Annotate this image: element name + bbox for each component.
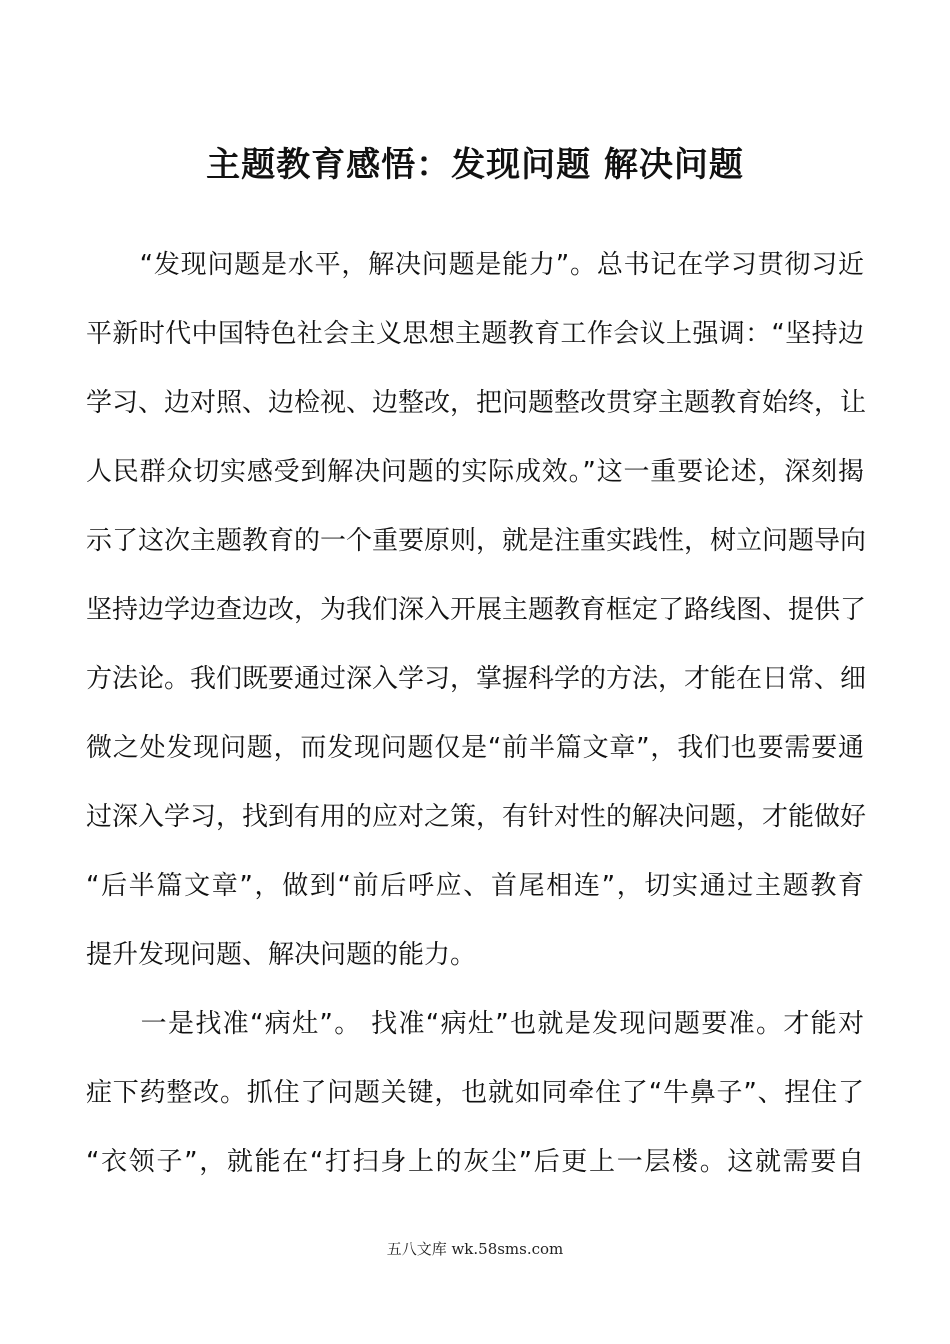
page-footer: 五八文库 wk.58sms.com	[386, 1240, 564, 1258]
text-line: 提升发现问题、解决问题的能力。	[86, 940, 477, 970]
text-line: 示了这次主题教育的一个重要原则，就是注重实践性，树立问题导向	[86, 526, 867, 556]
text-line: “衣领子”，就能在“打扫身上的灰尘”后更上一层楼。这就需要自	[86, 1147, 864, 1177]
text-line: 症下药整改。抓住了问题关键，也就如同牵住了“牛鼻子”、捏住了	[86, 1078, 864, 1108]
text-line: 方法论。我们既要通过深入学习，掌握科学的方法，才能在日常、细	[86, 664, 867, 694]
document-title: 主题教育感悟：发现问题 解决问题	[206, 145, 744, 185]
text-line: 一是找准“病灶”。 找准“病灶”也就是发现问题要准。才能对	[86, 1009, 864, 1039]
text-line: 学习、边对照、边检视、边整改，把问题整改贯穿主题教育始终，让	[86, 388, 867, 418]
text-line: 平新时代中国特色社会主义思想主题教育工作会议上强调：“坚持边	[86, 319, 864, 349]
text-line: 过深入学习，找到有用的应对之策，有针对性的解决问题，才能做好	[86, 802, 867, 832]
document-body	[86, 236, 867, 1202]
text-line: 坚持边学边查边改，为我们深入开展主题教育框定了路线图、提供了	[86, 595, 867, 625]
text-line: “后半篇文章”，做到“前后呼应、首尾相连”，切实通过主题教育	[86, 871, 864, 901]
text-line: 人民群众切实感受到解决问题的实际成效。”这一重要论述，深刻揭	[86, 457, 864, 487]
text-line: “发现问题是水平，解决问题是能力”。总书记在学习贯彻习近	[86, 250, 864, 280]
text-line: 微之处发现问题，而发现问题仅是“前半篇文章”，我们也要需要通	[86, 733, 864, 763]
